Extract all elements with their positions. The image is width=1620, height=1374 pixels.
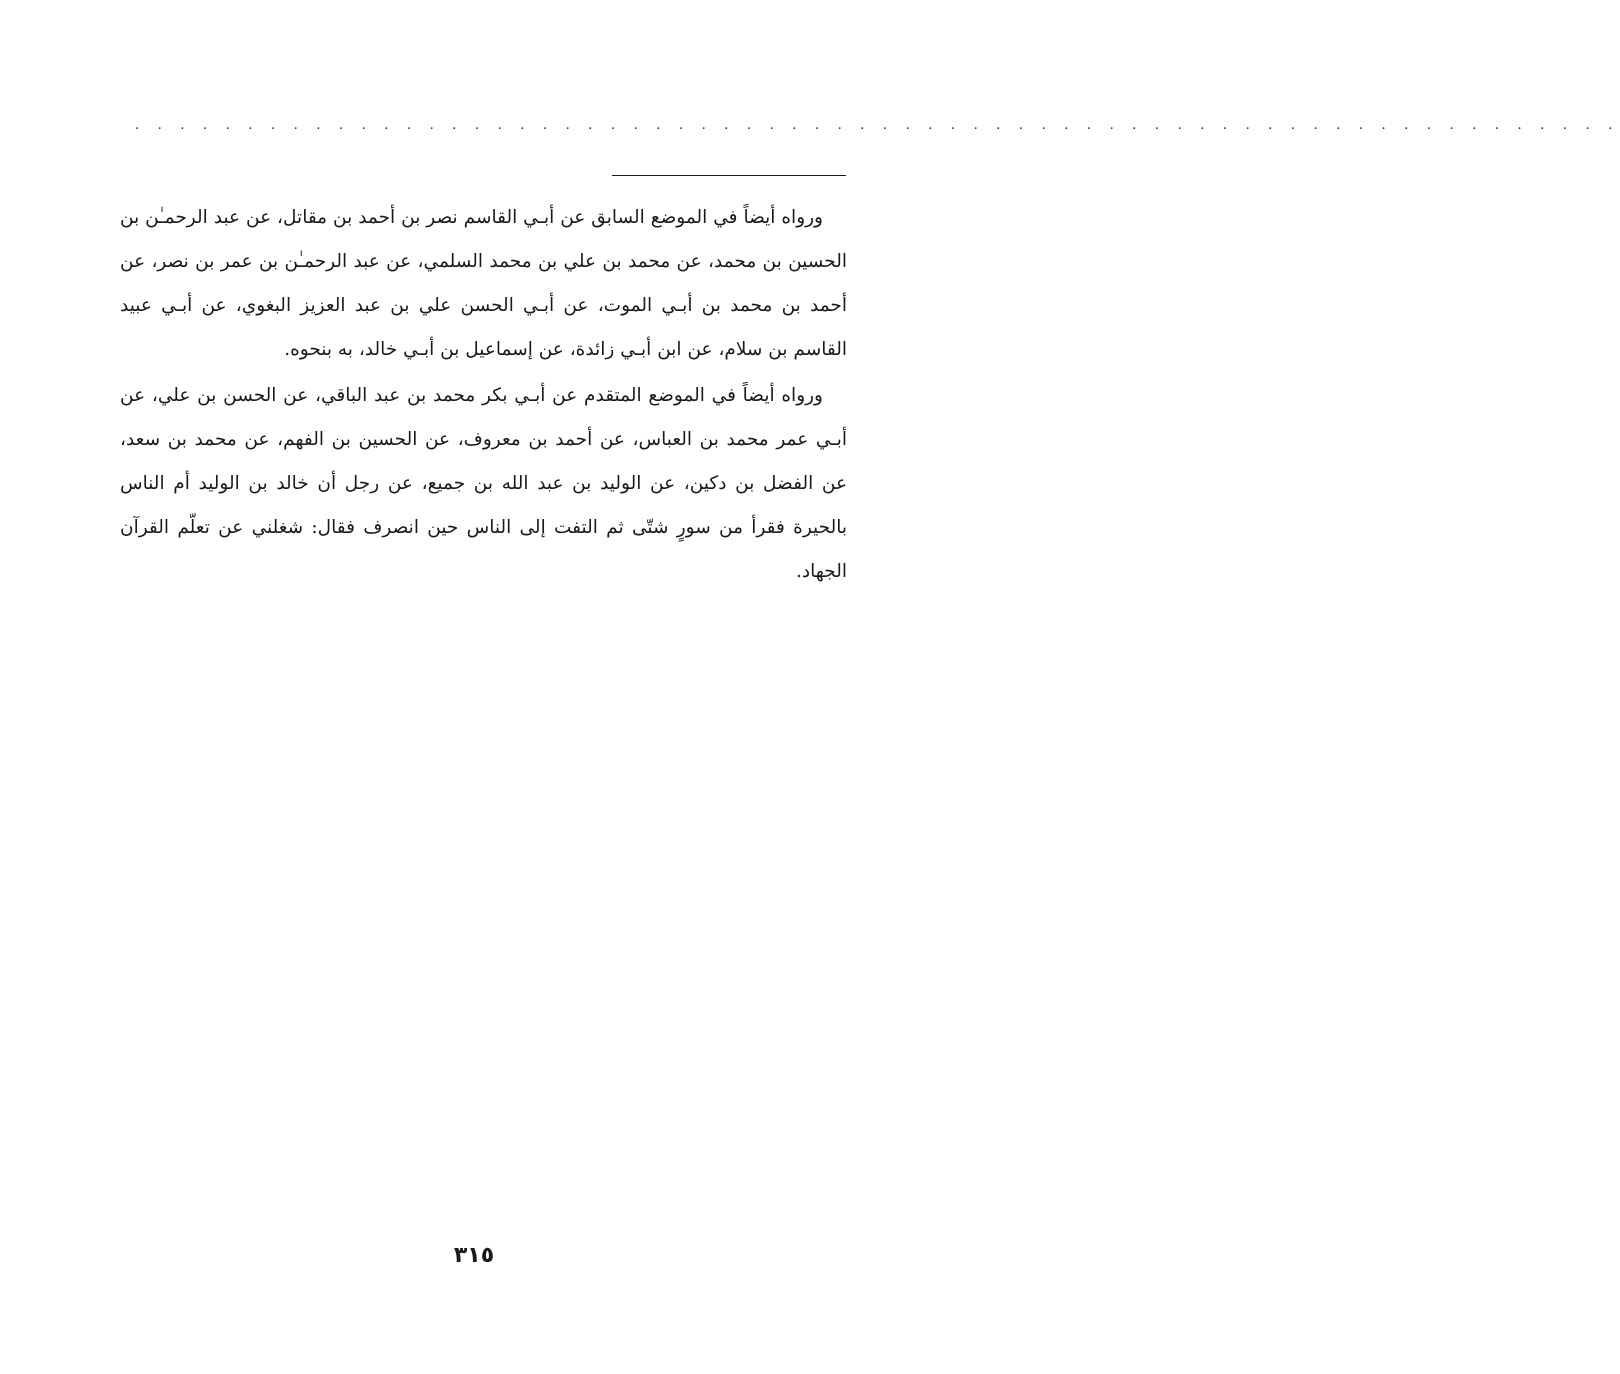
footnote-paragraph-2: ورواه أيضاً في الموضع المتقدم عن أبـي بكر محمد بن عبد الباقي، عن الحسن بن علي، عن أبـي عمر محمد بن العباس، عن أحمد بن معروف، عن الحسين بن الفهم، عن محمد بن سعد، عن الفضل بن دكين، عن الوليد بن عبد الله بن جميع، عن رجل أن خالد بن الوليد أم الناس بالحيرة فقرأ من سورٍ شتّى ثم التفت إلى الناس حين انصرف فقال: شغلني عن تعلّم القرآن الجهاد.: [120, 385, 847, 582]
header-dotted-rule: . . . . . . . . . . . . . . . . . . . . . . . . . . . . . . . . . . . . . . . . . . . . . . . . . . . . . . . . . . . . . . . . . .: [135, 118, 1620, 133]
page-number: ٣١٥: [453, 1243, 495, 1268]
footnote-paragraph-1: ورواه أيضاً في الموضع السابق عن أبـي القاسم نصر بن أحمد بن مقاتل، عن عبد الرحمـٰن بن الحسين بن محمد، عن محمد بن علي بن محمد السلمي، عن عبد الرحمـٰن بن عمر بن نصر، عن أحمد بن محمد بن أبـي الموت، عن أبـي الحسن علي بن عبد العزيز البغوي، عن أبـي عبيد القاسم بن سلام، عن ابن أبـي زائدة، عن إسماعيل بن أبـي خالد، به بنحوه.: [120, 207, 847, 360]
footnote-text-block: [120, 196, 847, 596]
footnote-separator-line: [612, 175, 846, 176]
